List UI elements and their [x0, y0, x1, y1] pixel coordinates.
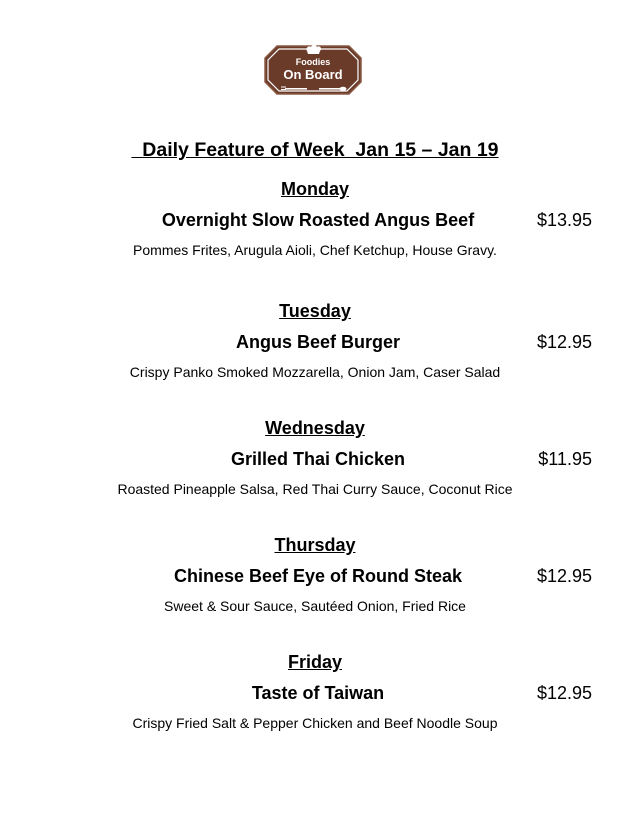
logo-line-2: On Board	[283, 67, 343, 82]
dish-name-wednesday: Grilled Thai Chicken	[230, 449, 406, 469]
page-title-text: Daily Feature of Week Jan 15 – Jan 19	[142, 139, 499, 161]
foodies-on-board-logo	[263, 42, 363, 98]
day-heading-thursday: Thursday	[274, 535, 356, 555]
dish-description-thursday: Sweet & Sour Sauce, Sautéed Onion, Fried Rice	[164, 598, 466, 614]
dish-description-monday: Pommes Frites, Arugula Aioli, Chef Ketchup, House Gravy.	[133, 242, 497, 258]
dish-name-tuesday: Angus Beef Burger	[235, 332, 401, 352]
day-heading-monday: Monday	[280, 179, 349, 199]
dish-name-thursday: Chinese Beef Eye of Round Steak	[173, 566, 463, 586]
page-title	[0, 114, 630, 162]
dish-description-tuesday: Crispy Panko Smoked Mozzarella, Onion Jam, Caser Salad	[129, 364, 501, 380]
dish-price-friday: $12.95	[536, 683, 592, 703]
dish-price-monday: $13.95	[536, 210, 592, 230]
dish-description-wednesday: Roasted Pineapple Salsa, Red Thai Curry Sauce, Coconut Rice	[117, 481, 513, 497]
day-heading-friday: Friday	[287, 652, 343, 672]
logo-line-1: Foodies	[295, 57, 331, 67]
dish-price-tuesday: $12.95	[536, 332, 592, 352]
day-heading-wednesday: Wednesday	[265, 418, 365, 438]
dish-description-friday: Crispy Fried Salt & Pepper Chicken and Beef Noodle Soup	[132, 715, 498, 731]
dish-name-monday: Overnight Slow Roasted Angus Beef	[161, 210, 475, 230]
dish-price-wednesday: $11.95	[538, 449, 592, 469]
day-heading-tuesday: Tuesday	[279, 301, 351, 321]
dish-name-friday: Taste of Taiwan	[251, 683, 385, 703]
dish-price-thursday: $12.95	[536, 566, 592, 586]
